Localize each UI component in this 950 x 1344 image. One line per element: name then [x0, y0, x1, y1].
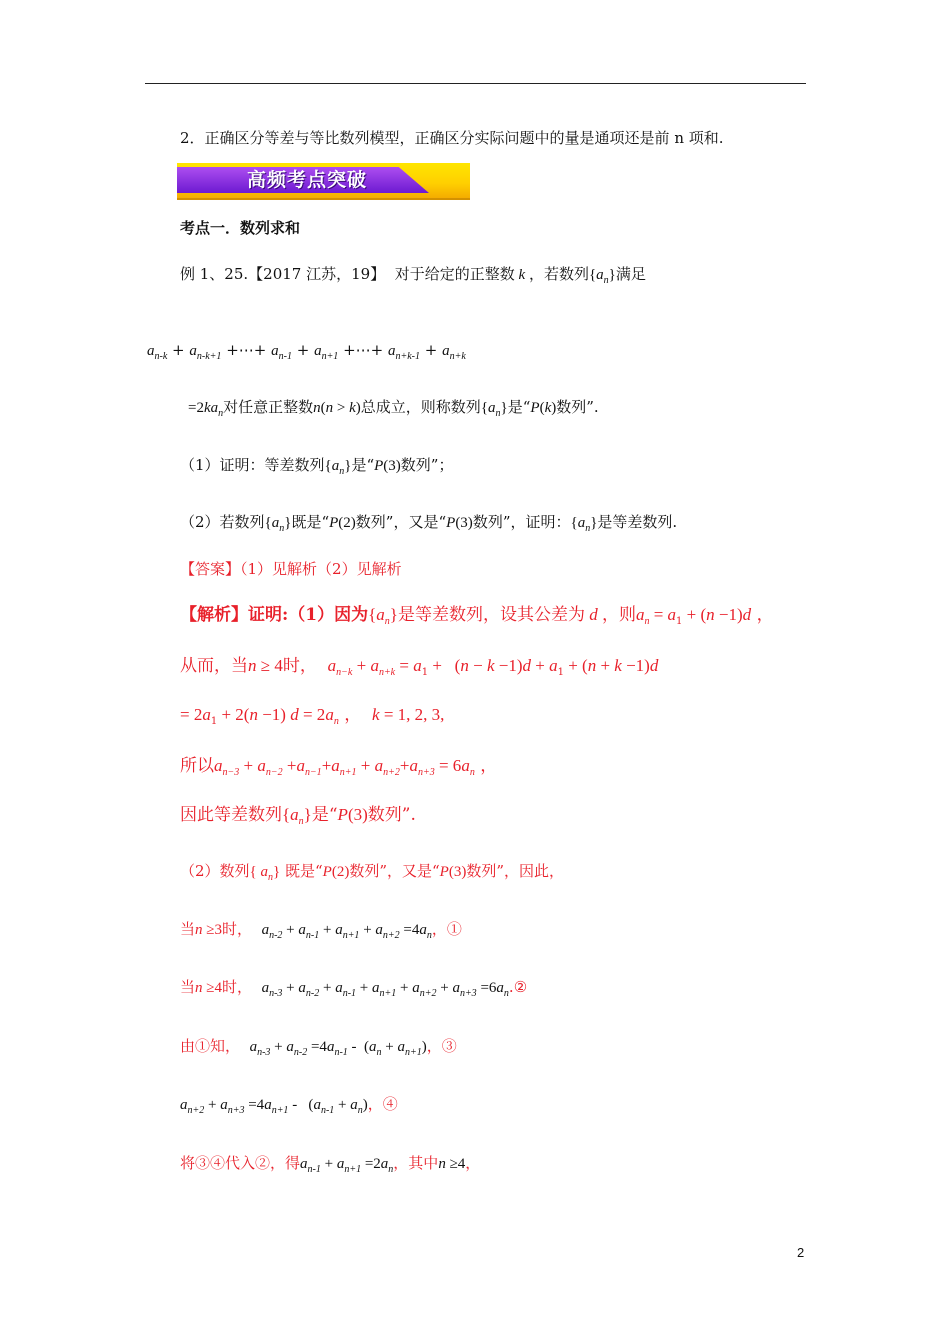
analysis-line-5: 因此等差数列$\{a_n\}$是“P(3)数列”. — [180, 805, 416, 827]
banner-title: 高频考点突破 — [247, 169, 368, 191]
example-line: 例 1、25.【2017 江苏，19】 对于给定的正整数 k ，若数列$\{a_n\}$满足 — [180, 265, 646, 286]
part2-substitute: 将③④代入②，得$a_{n-1} + a_{n+1} =2a_n$，其中n ≥4， — [180, 1154, 481, 1175]
analysis-line-3: = $2a_1 + 2(n -1) d = 2a_n$ ， k = 1, 2, 3, — [180, 705, 445, 727]
analysis-line-4: 所以$a_{n-3} + a_{n-2} +a_{n-1}+a_{n+1} + a_{n+2}+a_{n+3} = 6a_n$ ， — [180, 756, 498, 778]
definition-line: $=2ka_n$对任意正整数n(n > k)总成立，则称数列$\{a_n\}$是“P(k)数列”. — [188, 398, 599, 419]
part2-step-3: 由①知， $a_{n-3} + a_{n-2} =4a_{n-1} - (a_n + a_{n+1})$，③ — [180, 1037, 457, 1058]
part2-step-4: $a_{n+2} + a_{n+3} =4a_{n+1} - (a_{n-1} + a_n)$，④ — [180, 1095, 398, 1116]
page-number: 2 — [797, 1245, 805, 1260]
question-2: （2）若数列$\{a_n\}$既是“P(2)数列”，又是“P(3)数列”，证明：$\{a_n\}$是等差数列. — [180, 513, 678, 534]
section-banner — [177, 163, 470, 200]
intro-line: 2．正确区分等差与等比数列模型，正确区分实际问题中的量是通项还是前 n 项和. — [180, 129, 724, 147]
part2-case-4: 当n ≥4时， $a_{n-3} + a_{n-2} + a_{n-1} + a_{n+1} + a_{n+2} + a_{n+3}$ $=6a_n.②$ — [180, 978, 528, 999]
question-1: （1）证明：等差数列$\{a_n\}$是“P(3)数列”； — [180, 456, 454, 477]
part2-intro: （2）数列{ $a_n$} 既是“P(2)数列”，又是“P(3)数列”，因此， — [180, 862, 565, 883]
section-title: 考点一．数列求和 — [180, 219, 301, 237]
analysis-line-1: 【解析】证明:（1）因为$\{a_n\}$是等差数列，设其公差为 d ，则$a_n = a_1 + (n -1)d$ ， — [180, 605, 774, 627]
sum-formula: $a_{n-k} + a_{n-k+1}$ +⋯+ $a_{n-1} + a_{n+1}$ +⋯+ $a_{n+k-1} + a_{n+k}$ — [147, 341, 466, 362]
analysis-line-2: 从而，当n ≥ 4时， $a_{n-k} + a_{n+k} = a_1 + (n - k -1)d + a_1 + (n + k -1)d$ — [180, 656, 659, 678]
part2-case-3: 当n ≥3时， $a_{n-2} + a_{n-1} + a_{n+1} + a_{n+2} =4a_n$，① — [180, 920, 462, 941]
answer-line: 【答案】（1）见解析（2）见解析 — [180, 560, 402, 578]
header-rule — [145, 83, 806, 84]
